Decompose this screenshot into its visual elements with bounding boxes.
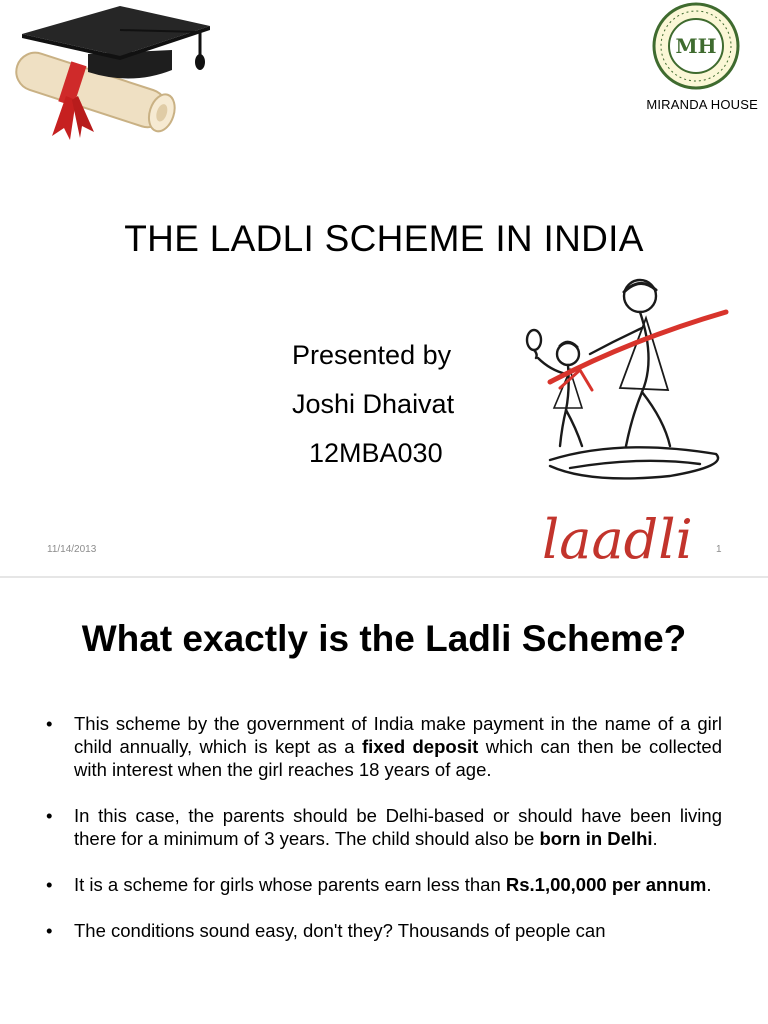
emphasis: Rs.1,00,000 per annum xyxy=(505,874,707,895)
slide-title: THE LADLI SCHEME IN INDIA xyxy=(124,218,644,259)
emphasis: born in Delhi xyxy=(539,828,653,849)
content-slide xyxy=(0,578,768,1024)
bullet-item: • It is a scheme for girls whose parents earn less than Rs.1,00,000 per annum. xyxy=(46,874,712,895)
presenter-name: Joshi Dhaivat xyxy=(292,389,455,419)
emphasis: fixed deposit xyxy=(361,736,479,757)
slide-number: 1 xyxy=(716,544,722,555)
presented-by-label: Presented by xyxy=(292,340,452,370)
bullet-item: • In this case, the parents should be Delhi-based or should have been living there for a minimum of 3 years. The child should also be born in Delhi. xyxy=(46,805,722,849)
roll-number: 12MBA030 xyxy=(309,438,443,468)
slide-heading: What exactly is the Ladli Scheme? xyxy=(81,618,687,659)
slide-date: 11/14/2013 xyxy=(47,544,97,555)
college-name: MIRANDA HOUSE xyxy=(646,97,758,112)
college-logo xyxy=(646,2,746,92)
laadli-logo xyxy=(538,506,708,576)
bullet-dot: • xyxy=(46,713,53,734)
bullet-dot: • xyxy=(46,920,53,941)
laadli-logo-text: laadli xyxy=(542,508,693,571)
bullet-item: • The conditions sound easy, don't they? Thousands of people can xyxy=(46,920,606,941)
bullet-item: • This scheme by the government of India make payment in the name of a girl child annually, which is kept as a fixed deposit which can then be collected with interest when the girl reaches 18 years of age. xyxy=(46,713,722,780)
presenter-block xyxy=(292,331,454,478)
bullet-list xyxy=(46,712,722,965)
graduation-cap-diploma-image xyxy=(4,0,230,150)
bullet-dot: • xyxy=(46,874,53,895)
svg-text:MH: MH xyxy=(675,34,717,58)
mother-daughter-illustration xyxy=(520,270,734,486)
bullet-dot: • xyxy=(46,805,53,826)
